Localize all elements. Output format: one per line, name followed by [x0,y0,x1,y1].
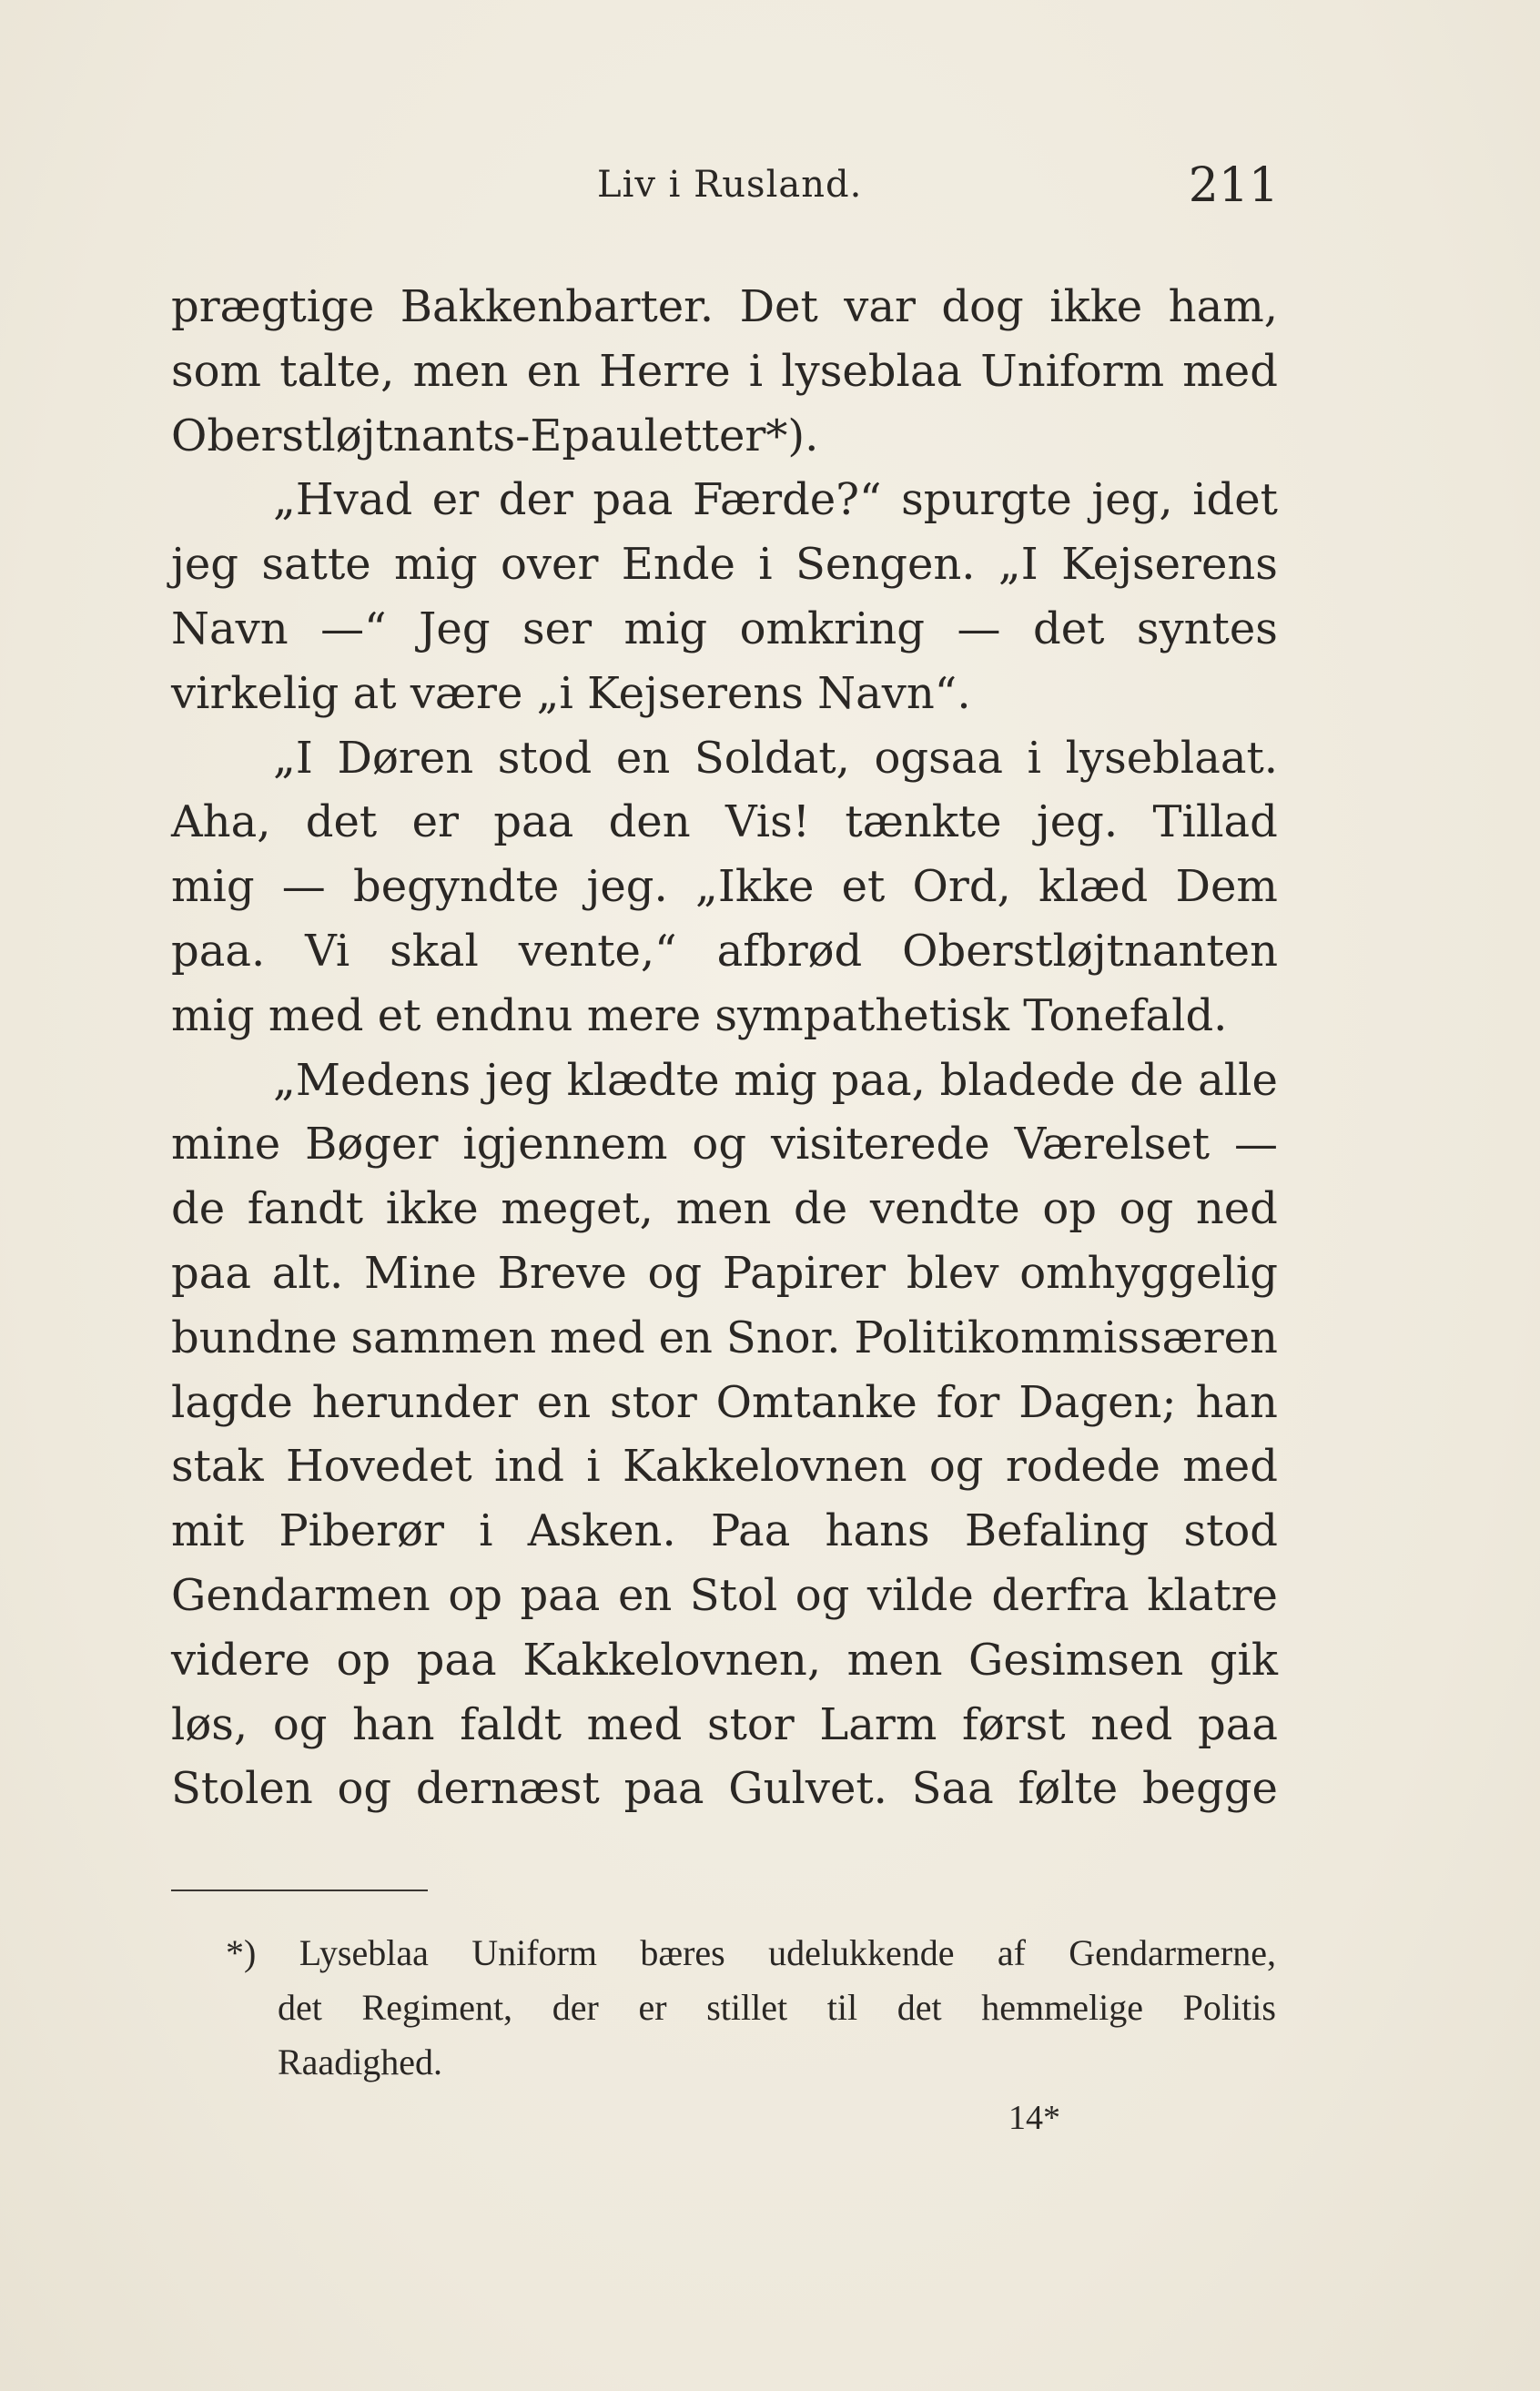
footnote [173,1926,1276,2090]
page-number: 211 [1188,158,1279,213]
text-line: Oberstløjtnants-Epauletter*). [171,410,819,461]
text-line: som talte, men en Herre i lyseblaa Uniform med [171,345,1278,397]
text-line: virkelig at være „i Kejserens Navn“. [171,667,971,719]
text-line: Stolen og dernæst paa Gulvet. Saa følte begge [171,1763,1278,1815]
footnote-line: Raadighed. [278,2041,443,2082]
footnote-line: det Regiment, der er stillet til det hemmelige Politis [278,1987,1276,2028]
text-line: „Medens jeg klædte mig paa, bladede de alle [273,1054,1278,1106]
text-line: „I Døren stod en Soldat, ogsaa i lyseblaat. [273,732,1278,784]
body-text [171,275,1278,1821]
text-line: videre op paa Kakkelovnen, men Gesimsen gik [171,1634,1278,1686]
text-line: de fandt ikke meget, men de vendte op og ned [171,1183,1278,1235]
text-line: mine Bøger igjennem og visiterede Værelset — [171,1119,1278,1170]
page-header [173,153,1279,226]
text-line: mig — begyndte jeg. „Ikke et Ord, klæd Dem [171,861,1278,913]
text-line: mit Piberør i Asken. Paa hans Befaling stod [171,1505,1278,1557]
running-title: Liv i Rusland. [597,164,863,206]
text-line: jeg satte mig over Ende i Sengen. „I Kejserens [171,539,1278,591]
signature-mark: 14* [1008,2099,1060,2137]
footnote-separator [171,1889,428,1891]
text-line: paa alt. Mine Breve og Papirer blev omhyggelig [171,1247,1278,1299]
text-line: „Hvad er der paa Færde?“ spurgte jeg, idet [273,474,1278,526]
text-line: prægtige Bakkenbarter. Det var dog ikke ham, [171,281,1278,332]
text-line: mig med et endnu mere sympathetisk Tonefald. [171,989,1228,1041]
text-line: Aha, det er paa den Vis! tænkte jeg. Tillad [171,796,1278,848]
text-line: paa. Vi skal vente,“ afbrød Oberstløjtnanten [171,925,1278,977]
text-line: løs, og han faldt med stor Larm først ned paa [171,1698,1278,1750]
text-line: Navn —“ Jeg ser mig omkring — det syntes [171,603,1278,654]
text-line: Gendarmen op paa en Stol og vilde derfra klatre [171,1569,1278,1621]
text-line: bundne sammen med en Snor. Politikommissæren [171,1312,1278,1363]
text-line: stak Hovedet ind i Kakkelovnen og rodede med [171,1441,1278,1493]
text-line: lagde herunder en stor Omtanke for Dagen; han [171,1376,1278,1428]
footnote-line: *) Lyseblaa Uniform bæres udelukkende af Gendarmerne, [226,1932,1276,1973]
